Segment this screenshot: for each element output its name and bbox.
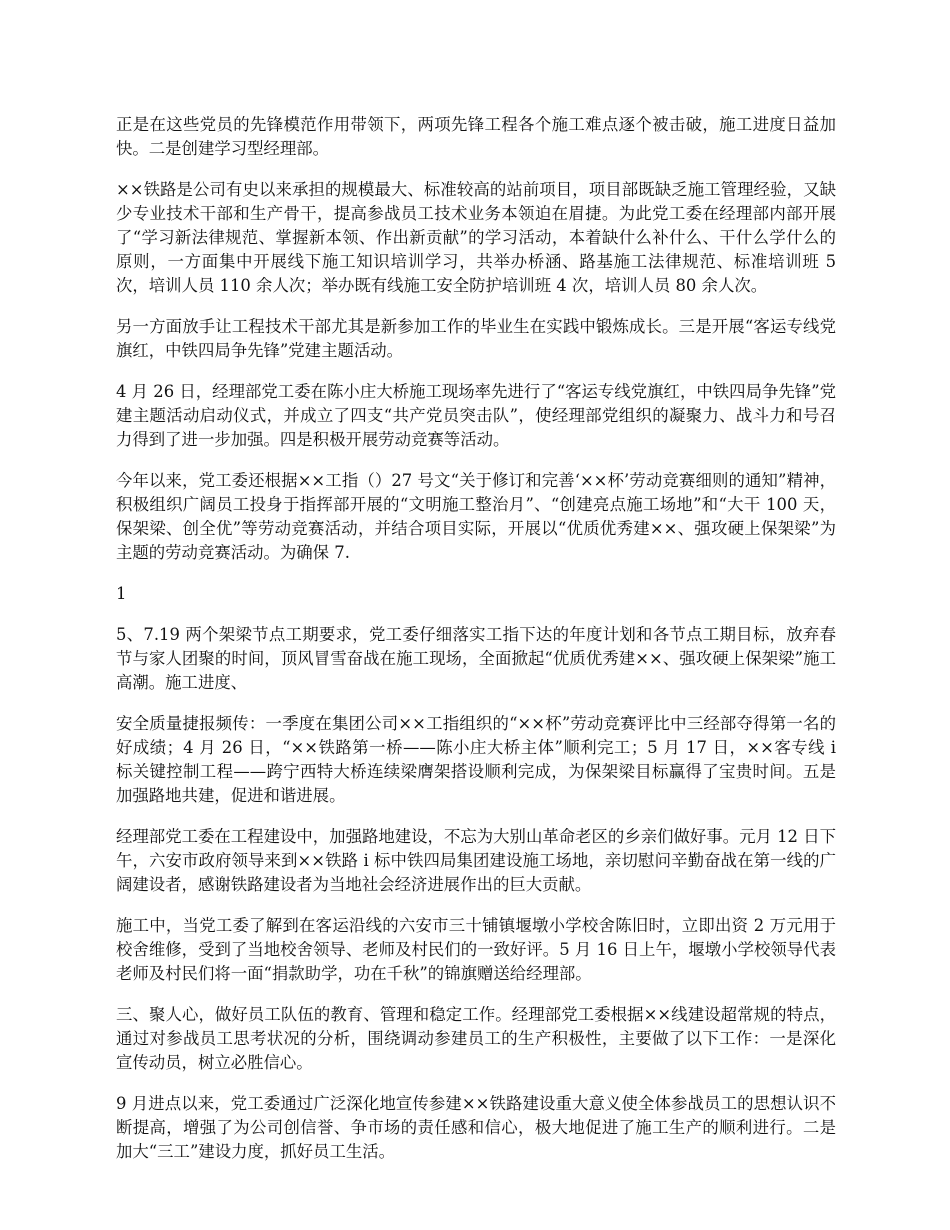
paragraph: 三、聚人心，做好员工队伍的教育、管理和稳定工作。经理部党工委根据××线建设超常规的特点，通过对参战员工思考状况的分析，围绕调动参建员工的生产积极性，主要做了以下工作：一是深化宣传动员，树立必胜信心。 bbox=[116, 1005, 836, 1072]
paragraph: 4 月 26 日，经理部党工委在陈小庄大桥施工现场率先进行了“客运专线党旗红，中铁四局争先锋”党建主题活动启动仪式，并成立了四支“共产党员突击队”，使经理部党组织的凝聚力、战斗力和号召力得到了进一步加强。四是积极开展劳动竞赛等活动。 bbox=[116, 382, 836, 449]
document-body bbox=[116, 113, 836, 1181]
page-number: 1 bbox=[116, 584, 127, 603]
paragraph: 5、7.19 两个架梁节点工期要求，党工委仔细落实工指下达的年度计划和各节点工期目标，放弃春节与家人团聚的时间，顶风冒雪奋战在施工现场，全面掀起“优质优秀建××、强攻硬上保架梁”施工高潮。施工进度、 bbox=[116, 625, 836, 692]
paragraph: ××铁路是公司有史以来承担的规模最大、标准较高的站前项目，项目部既缺乏施工管理经验，又缺少专业技术干部和生产骨干，提高参战员工技术业务本领迫在眉捷。为此党工委在经理部内部开展了“学习新法律规范、掌握新本领、作出新贡献”的学习活动，本着缺什么补什么、干什么学什么的原则，一方面集中开展线下施工知识培训学习，共举办桥涵、路基施工法律规范、标准培训班 5 次，培训人员 110 余人次；举办既有线施工安全防护培训班 4 次，培训人员 80 余人次。 bbox=[116, 180, 836, 295]
paragraph: 经理部党工委在工程建设中，加强路地建设，不忘为大别山革命老区的乡亲们做好事。元月 12 日下午，六安市政府领导来到××铁路 i 标中铁四局集团建设施工场地，亲切慰问辛勤奋战在第一线的广阔建设者，感谢铁路建设者为当地社会经济进展作出的巨大贡献。 bbox=[116, 827, 836, 894]
paragraph: 正是在这些党员的先锋模范作用带领下，两项先锋工程各个施工难点逐个被击破，施工进度日益加快。二是创建学习型经理部。 bbox=[116, 115, 836, 158]
paragraph: 安全质量捷报频传：一季度在集团公司××工指组织的“××杯”劳动竞赛评比中三经部夺得第一名的好成绩；4 月 26 日，“××铁路第一桥——陈小庄大桥主体”顺利完工；5 月 17 日，××客专线 i 标关键控制工程——跨宁西特大桥连续梁膺架搭设顺利完成，为保架梁目标赢得了宝贵时间。五是加强路地共建，促进和谐进展。 bbox=[116, 714, 836, 805]
paragraph: 另一方面放手让工程技术干部尤其是新参加工作的毕业生在实践中锻炼成长。三是开展“客运专线党旗红，中铁四局争先锋”党建主题活动。 bbox=[116, 317, 836, 360]
paragraph: 今年以来，党工委还根据××工指（）27 号文“关于修订和完善‘××杯’劳动竞赛细则的通知”精神，积极组织广阔员工投身于指挥部开展的“文明施工整治月”、“创建亮点施工场地”和“大干 100 天，保架梁、创全优”等劳动竞赛活动，并结合项目实际，开展以“优质优秀建××、强攻硬上保架梁”为主题的劳动竞赛活动。为确保 7. bbox=[116, 471, 836, 562]
paragraph: 施工中，当党工委了解到在客运沿线的六安市三十铺镇堰墩小学校舍陈旧时，立即出资 2 万元用于校舍维修，受到了当地校舍领导、老师及村民们的一致好评。5 月 16 日上午，堰墩小学校领导代表老师及村民们将一面“捐款助学，功在千秋”的锦旗赠送给经理部。 bbox=[116, 916, 836, 983]
paragraph: 9 月进点以来，党工委通过广泛深化地宣传参建××铁路建设重大意义使全体参战员工的思想认识不断提高，增强了为公司创信誉、争市场的责任感和信心，极大地促进了施工生产的顺利进行。二是加大“三工”建设力度，抓好员工生活。 bbox=[116, 1094, 836, 1161]
